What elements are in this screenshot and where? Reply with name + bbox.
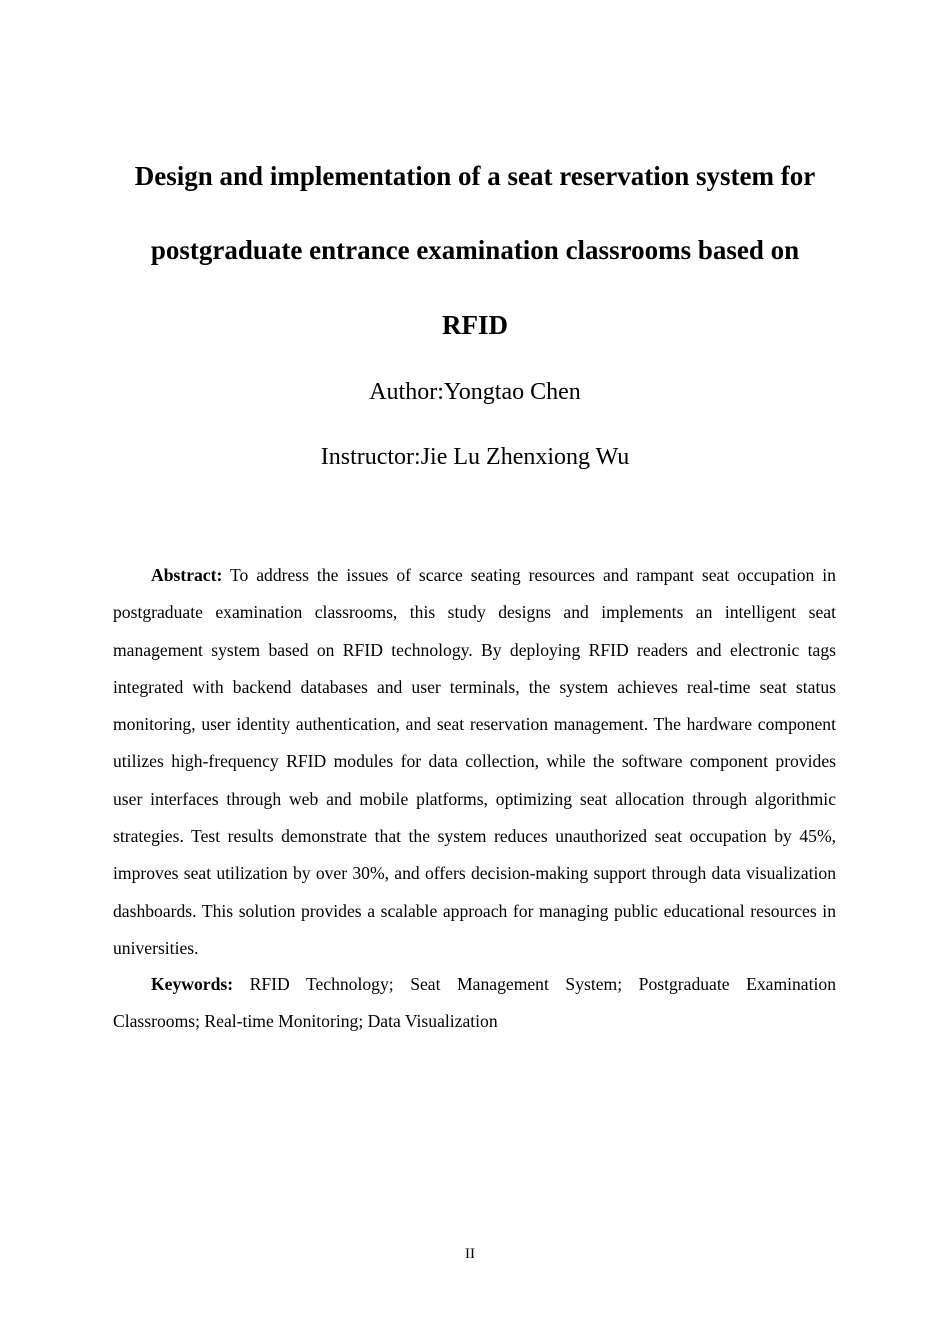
keywords-text: RFID Technology; Seat Management System; Postgraduate Examination Classrooms; Real-time Monitoring; Data Visualization	[113, 974, 836, 1032]
title-line-3: RFID	[442, 310, 508, 340]
author-line: Author:Yongtao Chen	[369, 379, 581, 405]
page-number: II	[465, 1246, 475, 1262]
instructor-line: Instructor:Jie Lu Zhenxiong Wu	[320, 444, 630, 470]
title-line-2: postgraduate entrance examination classrooms based on	[150, 235, 800, 265]
abstract-label: Abstract:	[151, 565, 223, 585]
keywords-paragraph	[113, 966, 836, 1041]
title-line-1: Design and implementation of a seat reservation system for	[134, 161, 816, 191]
keywords-label: Keywords:	[151, 974, 234, 994]
abstract-text: To address the issues of scarce seating resources and rampant seat occupation in postgraduate examination classrooms, this study designs and implements an intelligent seat management system based on RFID technology. By deploying RFID readers and electronic tags integrated with backend databases and user terminals, the system achieves real-time seat status monitoring, user identity authentication, and seat reservation management. The hardware component utilizes high-frequency RFID modules for data collection, while the software component provides user interfaces through web and mobile platforms, optimizing seat allocation through algorithmic strategies. Test results demonstrate that the system reduces unauthorized seat occupation by 45%, improves seat utilization by over 30%, and offers decision-making support through data visualization dashboards. This solution provides a scalable approach for managing public educational resources in universities.	[113, 565, 836, 958]
abstract-paragraph	[113, 557, 836, 967]
